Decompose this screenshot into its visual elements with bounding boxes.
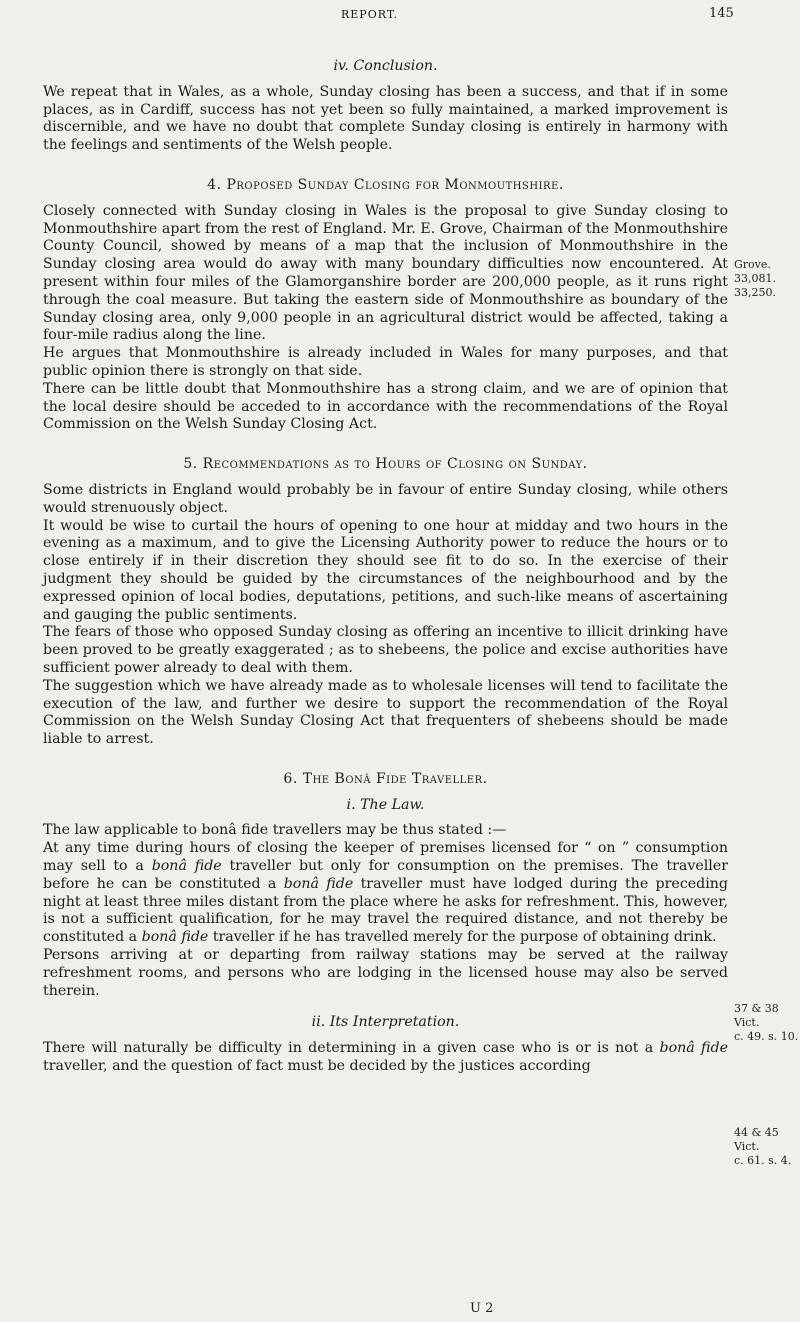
interpretation-paragraph: There will naturally be difficulty in determining in a given case who is or is not a bonâ fide traveller, and the question of fact must be decided by the justices according [43,1040,728,1075]
margin-note-act-1-line2: c. 49. s. 10. [734,1030,799,1043]
margin-note-grove-ref1: 33,081. [734,272,776,285]
page-number: 145 [709,6,734,21]
section-conclusion-heading: iv. Conclusion. [333,58,438,74]
margin-note-act-1 [734,1002,800,1044]
margin-note-grove-name: Grove. [734,258,771,271]
signature-mark: U 2 [470,1301,494,1316]
margin-note-grove [734,258,800,300]
section-recommendations-heading: 5. Recommendations as to Hours of Closing on Sunday. [183,456,588,473]
recommendations-paragraph-1: Some districts in England would probably be in favour of entire Sunday closing, while others would strenuously object. [43,481,728,516]
running-title: REPORT. [341,8,399,21]
recommendations-paragraph-2: It would be wise to curtail the hours of opening to one hour at midday and two hours in the evening as a maximum, and to give the Licensing Authority power to reduce the hours or to close entirely if in their discretion they should see fit to do so. In the exercise of their judgment they should be guided by the circumstances of the neighbourhood and by the expressed opinion of local bodies, deputations, petitions, and such-like means of ascertaining and gauging the public sentiments. [43,517,728,623]
subsection-law-heading: i. The Law. [346,796,425,813]
monmouthshire-paragraph-1: Closely connected with Sunday closing in Wales is the proposal to give Sunday closing to Monmouthshire apart from the rest of England. Mr. E. Grove, Chairman of the Monmouthshire County Council, showed by means of a map that the inclusion of Monmouthshire in the Sunday closing area would do away with many boundary difficulties now encountered. At present within four miles of the Glamorganshire border are 200,000 people, as it runs right through the coal measure. But taking the eastern side of Monmouthshire as boundary of the Sunday closing area, only 9,000 people in an agricultural district would be affected, taking a four-mile radius along the line. [43,202,728,344]
law-paragraph-2: At any time during hours of closing the keeper of premises licensed for “ on ” consumption may sell to a bonâ fide traveller but only for consumption on the premises. The traveller before he can be constituted a bonâ fide traveller must have lodged during the preceding night at least three miles distant from the place where he asks for refreshment. This, however, is not a sufficient qualification, for he may travel the required distance, and not thereby be constituted a bonâ fide traveller if he has travelled merely for the purpose of obtaining drink. [43,840,729,946]
law-paragraph-3: Persons arriving at or departing from railway stations may be served at the railway refreshment rooms, and persons who are lodging in the licensed house may also be served therein. [43,947,728,999]
margin-note-grove-ref2: 33,250. [734,286,776,299]
margin-note-act-2 [734,1126,800,1168]
margin-note-act-2-line1: 44 & 45 Vict. [734,1126,779,1153]
section-bona-fide-heading: 6. The Bonâ Fide Traveller. [283,770,488,787]
subsection-interpretation-heading: ii. Its Interpretation. [311,1014,460,1031]
recommendations-paragraph-3: The fears of those who opposed Sunday closing as offering an incentive to illicit drinking have been proved to be greatly exaggerated ; as to shebeens, the police and excise authorities have sufficient power already to deal with them. [43,624,728,676]
margin-note-act-1-line1: 37 & 38 Vict. [734,1002,779,1029]
recommendations-paragraph-4: The suggestion which we have already made as to wholesale licenses will tend to facilitate the execution of the law, and further we desire to support the recommendation of the Royal Commission on the Welsh Sunday Closing Act that frequenters of shebeens should be made liable to arrest. [43,677,728,748]
monmouthshire-paragraph-2: He argues that Monmouthshire is already included in Wales for many purposes, and that public opinion there is strongly on that side. [43,345,728,379]
section-monmouthshire-heading: 4. Proposed Sunday Closing for Monmouthshire. [207,176,564,193]
monmouthshire-paragraph-3: There can be little doubt that Monmouthshire has a strong claim, and we are of opinion that the local desire should be acceded to in accordance with the recommendations of the Royal Commission on the Welsh Sunday Closing Act. [43,380,728,433]
body-text [43,58,728,1076]
law-paragraph-1: The law applicable to bonâ fide travellers may be thus stated :— [43,822,507,839]
margin-note-act-2-line2: c. 61. s. 4. [734,1154,792,1167]
conclusion-paragraph: We repeat that in Wales, as a whole, Sunday closing has been a success, and that if in some places, as in Cardiff, success has not yet been so fully maintained, a marked improvement is discernible, and we have no doubt that complete Sunday closing is entirely in harmony with the feelings and sentiments of the Welsh people. [43,83,728,154]
